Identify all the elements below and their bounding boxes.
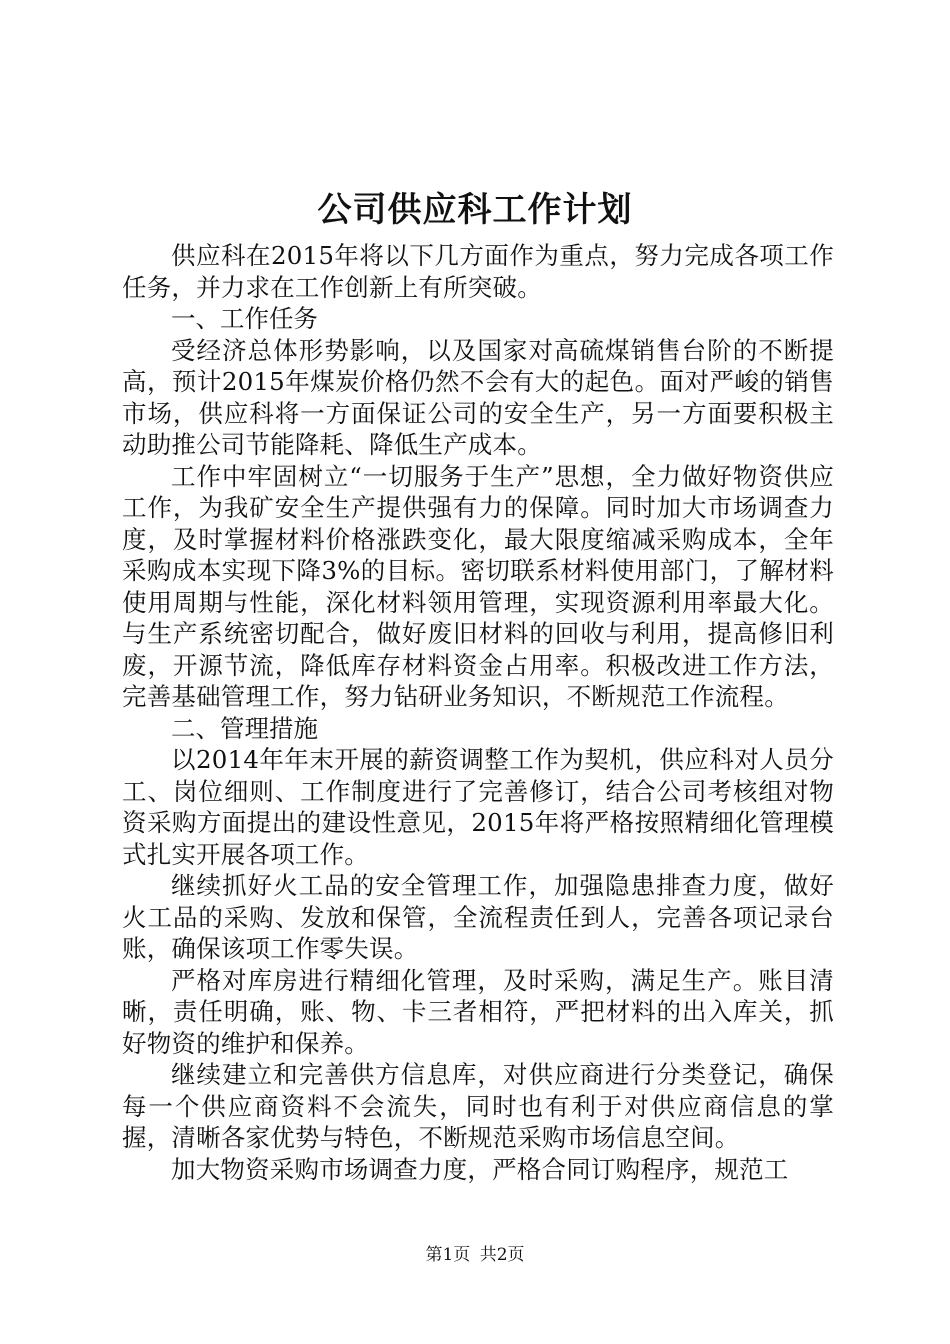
tasks-paragraph-1: 受经济总体形势影响，以及国家对高硫煤销售台阶的不断提高，预计2015年煤炭价格仍然不会有大的起色。面对严峻的销售市场，供应科将一方面保证公司的安全生产，另一方面要积极主动助推公司节能降耗、降低生产成本。 <box>122 335 834 459</box>
measures-paragraph-2: 继续抓好火工品的安全管理工作，加强隐患排查力度，做好火工品的采购、发放和保管，全流程责任到人，完善各项记录台账，确保该项工作零失误。 <box>122 871 834 963</box>
measures-paragraph-3: 严格对库房进行精细化管理，及时采购，满足生产。账目清晰，责任明确，账、物、卡三者相符，严把材料的出入库关，抓好物资的维护和保养。 <box>122 965 834 1058</box>
section-heading-measures: 二、管理措施 <box>171 713 318 743</box>
section-heading-tasks: 一、工作任务 <box>171 304 318 333</box>
intro-paragraph: 供应科在2015年将以下几方面作为重点，努力完成各项工作任务，并力求在工作创新上有所突破。 <box>122 241 834 302</box>
page-footer <box>0 1243 950 1267</box>
document-title: 公司供应科工作计划 <box>317 190 633 230</box>
tasks-paragraph-2: 工作中牢固树立“一切服务于生产”思想，全力做好物资供应工作，为我矿安全生产提供强有力的保障。同时加大市场调查力度，及时掌握材料价格涨跌变化，最大限度缩减采购成本，全年采购成本实现下降3%的目标。密切联系材料使用部门，了解材料使用周期与性能，深化材料领用管理，实现资源利用率最大化。与生产系统密切配合，做好废旧材料的回收与利用，提高修旧利废，开源节流，降低库存材料资金占用率。积极改进工作方法，完善基础管理工作，努力钻研业务知识，不断规范工作流程。 <box>122 461 834 711</box>
document-body <box>122 240 834 1185</box>
measures-paragraph-5: 加大物资采购市场调查力度，严格合同订购程序，规范工 <box>171 1154 789 1184</box>
page-total: 共2页 <box>479 1245 525 1265</box>
measures-paragraph-1: 以2014年年末开展的薪资调整工作为契机，供应科对人员分工、岗位细则、工作制度进行了完善修订，结合公司考核组对物资采购方面提出的建设性意见，2015年将严格按照精细化管理模式扎实开展各项工作。 <box>122 745 834 869</box>
measures-paragraph-4: 继续建立和完善供方信息库，对供应商进行分类登记，确保每一个供应商资料不会流失，同时也有利于对供应商信息的掌握，清晰各家优势与特色，不断规范采购市场信息空间。 <box>122 1060 834 1152</box>
page-number: 第1页 <box>425 1245 471 1265</box>
